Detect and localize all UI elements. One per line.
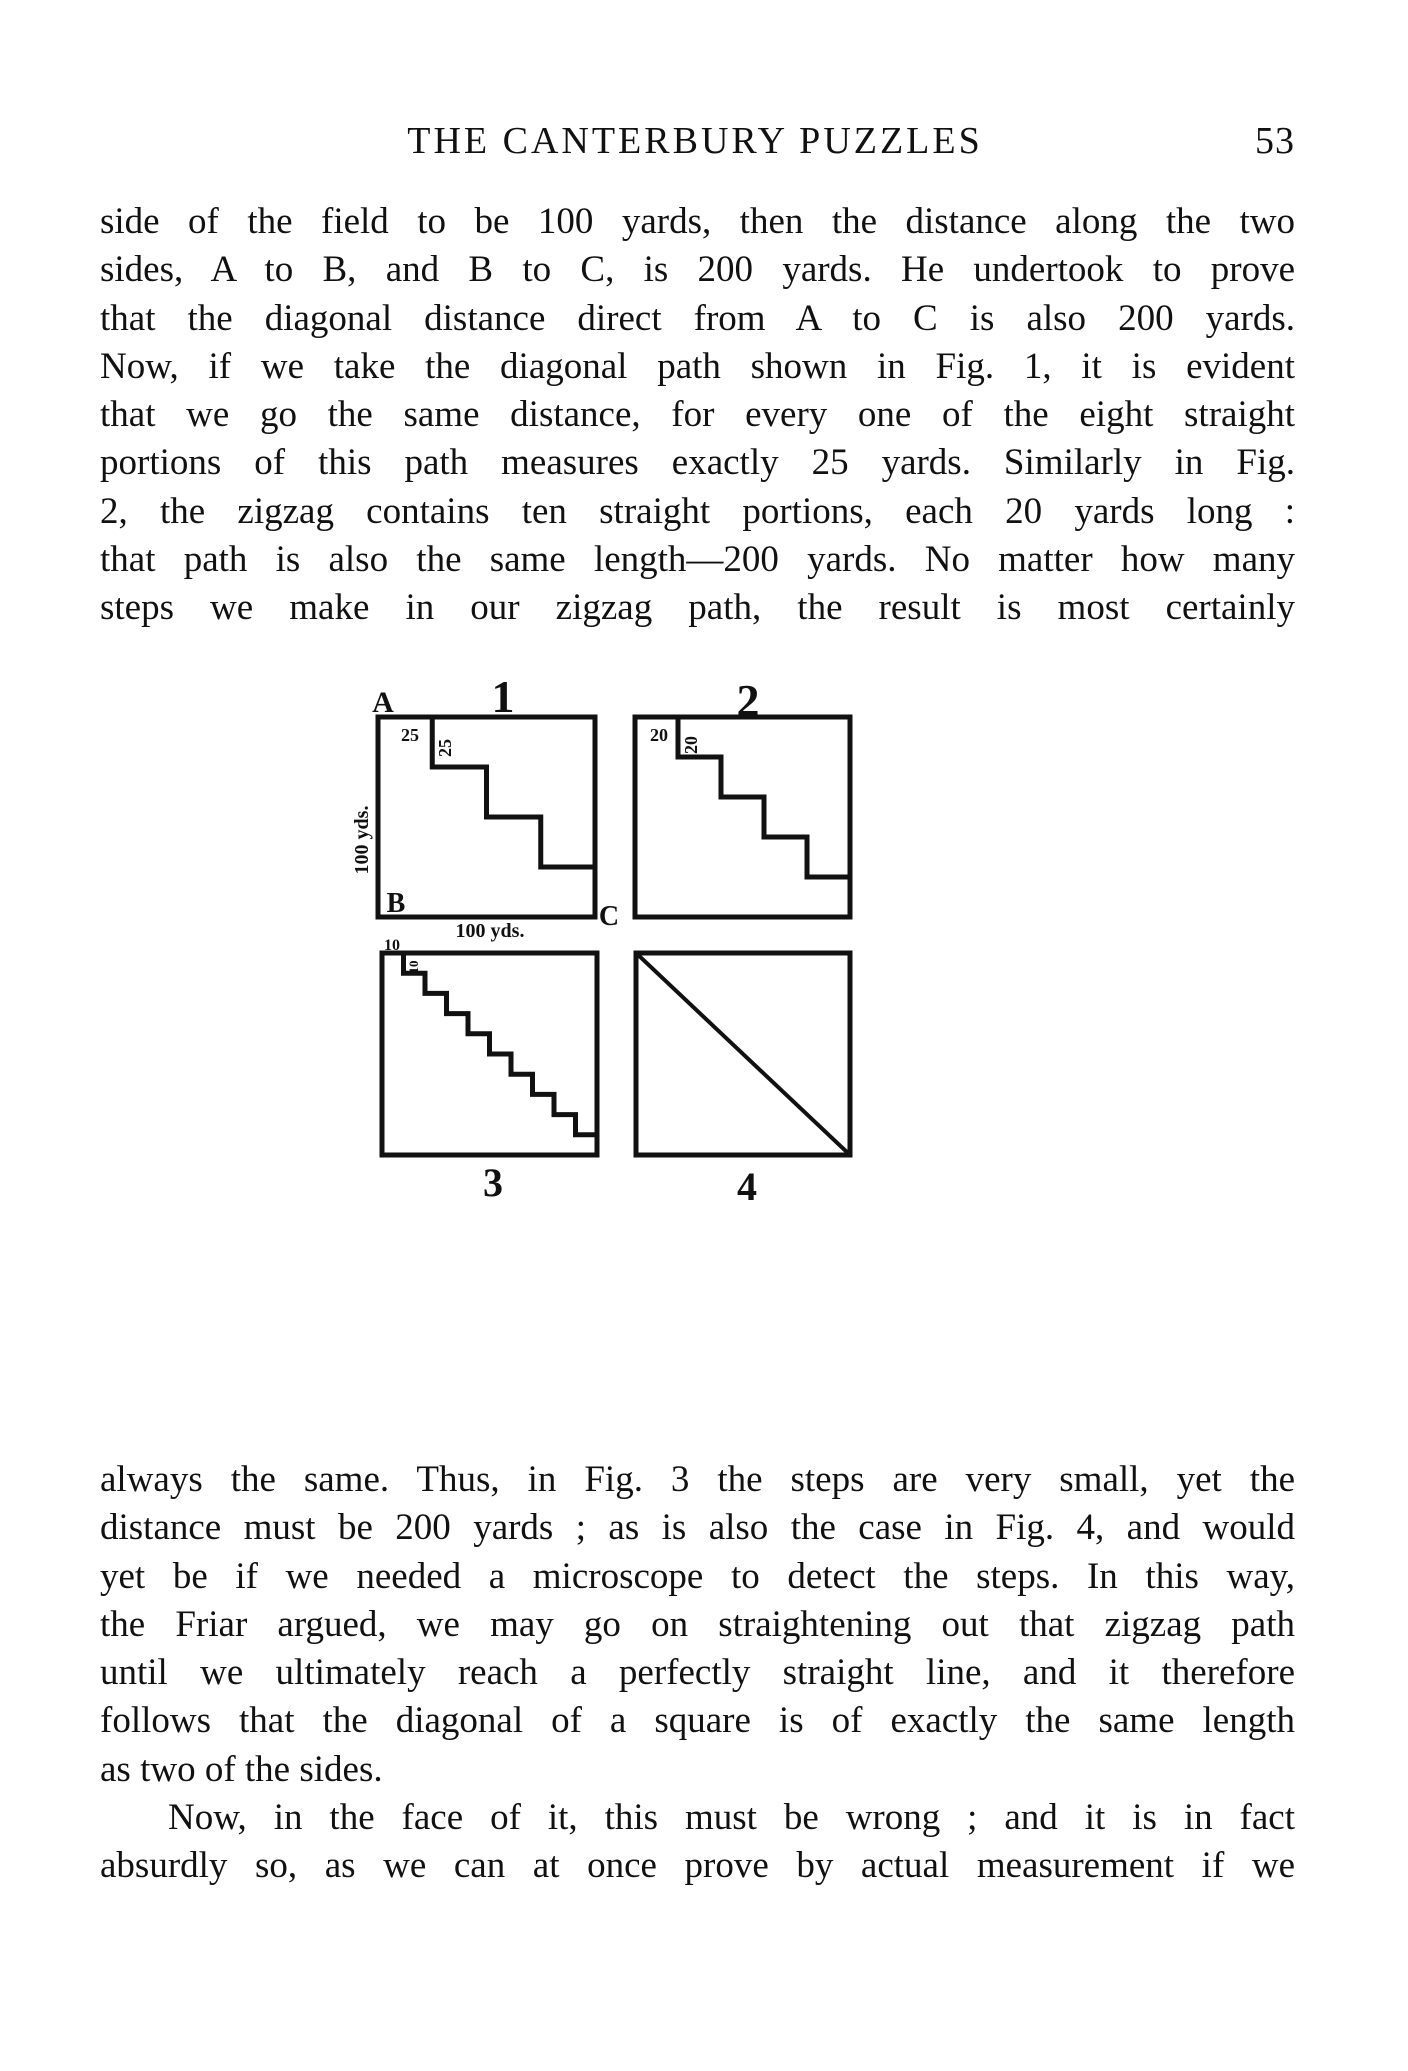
text-line: the Friar argued, we may go on straightening out that zigzag path (100, 1603, 1295, 1645)
fig-2-number: 2 (736, 675, 760, 726)
fig-1-step-label-vertical: 25 (435, 739, 455, 757)
corner-a-label: A (372, 686, 394, 719)
text-line: steps we make in our zigzag path, the result is most certainly (100, 587, 1295, 629)
text-line: that path is also the same length—200 yards. No matter how many (100, 539, 1295, 581)
page-number: 53 (1255, 120, 1295, 162)
text-line: absurdly so, as we can at once prove by actual measurement if we (100, 1845, 1295, 1887)
text-line: that the diagonal distance direct from A to C is also 200 yards. (100, 297, 1295, 339)
text-line: Now, in the face of it, this must be wrong ; and it is in fact (168, 1797, 1295, 1839)
fig-1-number: 1 (491, 671, 515, 722)
corner-c-label: C (598, 901, 620, 932)
paragraph-bottom (100, 1456, 1295, 1891)
text-line: side of the field to be 100 yards, then the distance along the two (100, 201, 1295, 242)
corner-b-label: B (386, 888, 406, 919)
fig-1-zigzag-path (432, 717, 595, 867)
text-line: 2, the zigzag contains ten straight portions, each 20 yards long : (100, 490, 1295, 532)
text-line: follows that the diagonal of a square is of exactly the same length (100, 1700, 1295, 1742)
bottom-side-label: 100 yds. (455, 920, 525, 942)
fig-4-diagonal-path (636, 953, 850, 1155)
fig-3-step-label-vertical: 10 (406, 960, 421, 974)
text-line: as two of the sides. (100, 1748, 383, 1790)
fig-2-zigzag-path (678, 717, 850, 877)
text-line: distance must be 200 yards ; as is also the case in Fig. 4, and would (100, 1507, 1295, 1549)
text-line: that we go the same distance, for every one of the eight straight (100, 394, 1295, 436)
text-line: Now, if we take the diagonal path shown in Fig. 1, it is evident (100, 345, 1295, 387)
text-line: until we ultimately reach a perfectly straight line, and it therefore (100, 1652, 1295, 1694)
text-line: portions of this path measures exactly 25 yards. Similarly in Fig. (100, 442, 1295, 484)
running-header-title: THE CANTERBURY PUZZLES (407, 120, 983, 162)
fig-3-step-label-horizontal: 10 (384, 937, 400, 954)
text-line: yet be if we needed a microscope to detect the steps. In this way, (100, 1555, 1295, 1597)
left-side-label: 100 yds. (351, 805, 373, 875)
fig-2-step-label-horizontal: 20 (650, 725, 668, 745)
fig-3-number: 3 (483, 1160, 503, 1205)
fig-4-number: 4 (737, 1164, 757, 1209)
text-line: always the same. Thus, in Fig. 3 the steps are very small, yet the (100, 1459, 1295, 1500)
fig-2-step-label-vertical: 20 (681, 736, 701, 754)
fig-3-zigzag-path (404, 953, 598, 1135)
fig-1-step-label-horizontal: 25 (401, 725, 419, 745)
text-line: sides, A to B, and B to C, is 200 yards. He undertook to prove (100, 249, 1295, 291)
fig-2-square (635, 717, 850, 917)
